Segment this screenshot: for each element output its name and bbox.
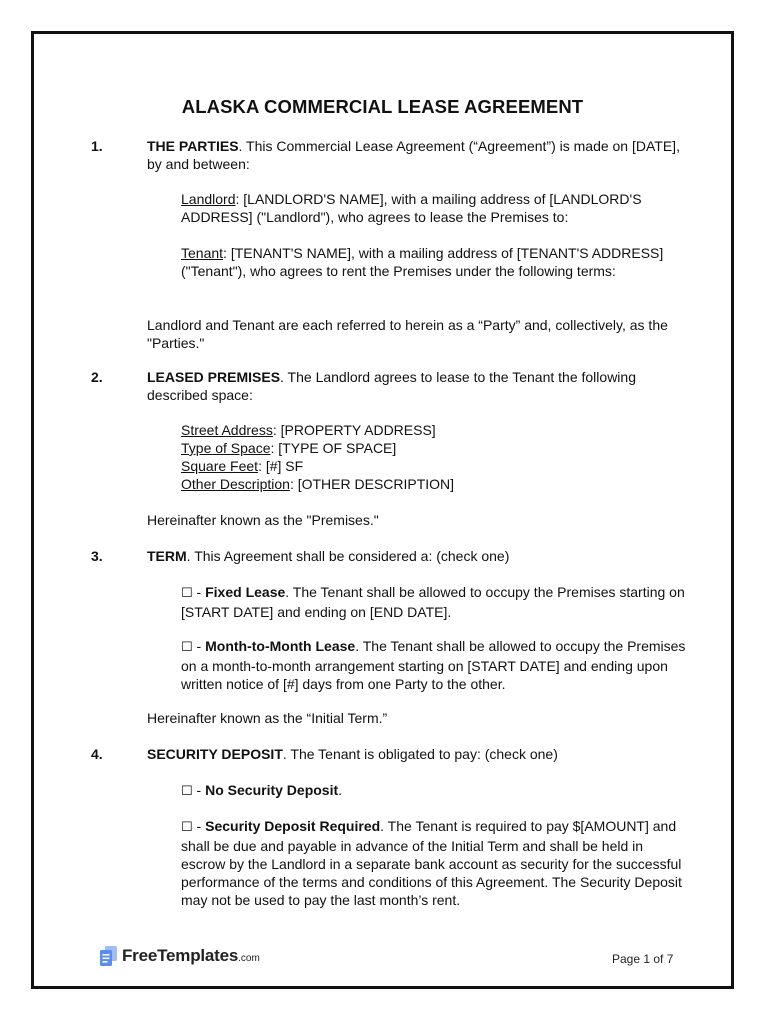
parties-closing: Landlord and Tenant are each referred to herein as a “Party” and, collectively, as the "Parties." [147,317,668,351]
option-label: Security Deposit Required [205,818,381,834]
premises-field [181,439,691,457]
option-text: . [338,782,343,798]
section-intro-text: . The Tenant is obligated to pay: (check one) [282,746,558,762]
option-text: . The Tenant is required to pay $[AMOUNT] and shall be due and payable in advance of the Initial Term and shall be held in escrow by the Landlord in a separate bank account as security for the successful performance of the terms and conditions of this Agreement. The Security Deposit may not be used to pay the last month’s rent. [181,818,682,908]
section-intro [147,745,692,763]
document-stack-icon [99,945,119,967]
section-number: 4. [91,746,103,762]
landlord-paragraph [181,190,691,226]
freetemplates-logo [99,945,260,967]
term-option-month-to-month [181,637,691,693]
landlord-text: : [LANDLORD'S NAME], with a mailing address of [LANDLORD'S ADDRESS] ("Landlord"), who agrees to lease the Premises to: [181,191,642,225]
section-intro [147,547,692,565]
month-to-month-checkbox[interactable]: ☐ [181,640,193,655]
no-deposit-checkbox[interactable]: ☐ [181,784,193,799]
premises-field [181,457,691,475]
landlord-label: Landlord [181,191,236,207]
page-number: Page 1 of 7 [612,952,674,966]
logo-main: FreeTemplates [122,946,239,965]
option-text: . The Tenant shall be allowed to occupy the Premises starting on [START DATE] and ending on [END DATE]. [181,584,685,620]
logo-wordmark [122,946,260,966]
section-number: 2. [91,369,103,385]
option-dash: - [192,782,206,798]
deposit-required-checkbox[interactable]: ☐ [181,820,193,835]
section-intro-text: . This Commercial Lease Agreement (“Agreement”) is made on [DATE], by and between: [147,138,680,172]
deposit-option-required [181,817,691,909]
field-label: Other Description [181,476,290,492]
deposit-option-none [181,781,691,801]
section-intro [147,137,692,173]
premises-field [181,421,691,439]
section-intro-text: . The Landlord agrees to lease to the Tenant the following described space: [147,369,636,403]
option-dash: - [192,584,206,600]
fixed-lease-checkbox[interactable]: ☐ [181,586,193,601]
section-number: 3. [91,548,103,564]
section-intro [147,368,692,404]
document-page [31,31,734,989]
term-closing: Hereinafter known as the “Initial Term.” [147,710,388,726]
option-label: No Security Deposit [205,782,339,798]
term-option-fixed [181,583,691,621]
option-label: Month-to-Month Lease [205,638,356,654]
field-value: : [TYPE OF SPACE] [270,440,397,456]
field-value: : [OTHER DESCRIPTION] [289,476,455,492]
field-label: Type of Space [181,440,271,456]
option-text: . The Tenant shall be allowed to occupy the Premises on a month-to-month arrangement starting on [START DATE] and ending upon written notice of [#] days from one Party to the other. [181,638,686,692]
section-heading: THE PARTIES [147,138,239,154]
document-title: ALASKA COMMERCIAL LEASE AGREEMENT [181,96,584,117]
section-heading: SECURITY DEPOSIT [147,746,283,762]
premises-field [181,475,691,493]
section-number: 1. [91,138,103,154]
premises-closing: Hereinafter known as the "Premises." [147,512,379,528]
field-label: Street Address [181,422,273,438]
option-dash: - [192,818,206,834]
tenant-paragraph [181,244,691,280]
section-heading: TERM [147,548,187,564]
tenant-text: : [TENANT'S NAME], with a mailing address of [TENANT'S ADDRESS] ("Tenant"), who agrees to rent the Premises under the following terms: [181,245,664,279]
option-dash: - [192,638,206,654]
section-intro-text: . This Agreement shall be considered a: (check one) [186,548,510,564]
logo-suffix: .com [238,953,260,964]
section-heading: LEASED PREMISES [147,369,281,385]
field-label: Square Feet [181,458,259,474]
field-value: : [#] SF [258,458,304,474]
option-label: Fixed Lease [205,584,286,600]
field-value: : [PROPERTY ADDRESS] [272,422,436,438]
tenant-label: Tenant [181,245,224,261]
